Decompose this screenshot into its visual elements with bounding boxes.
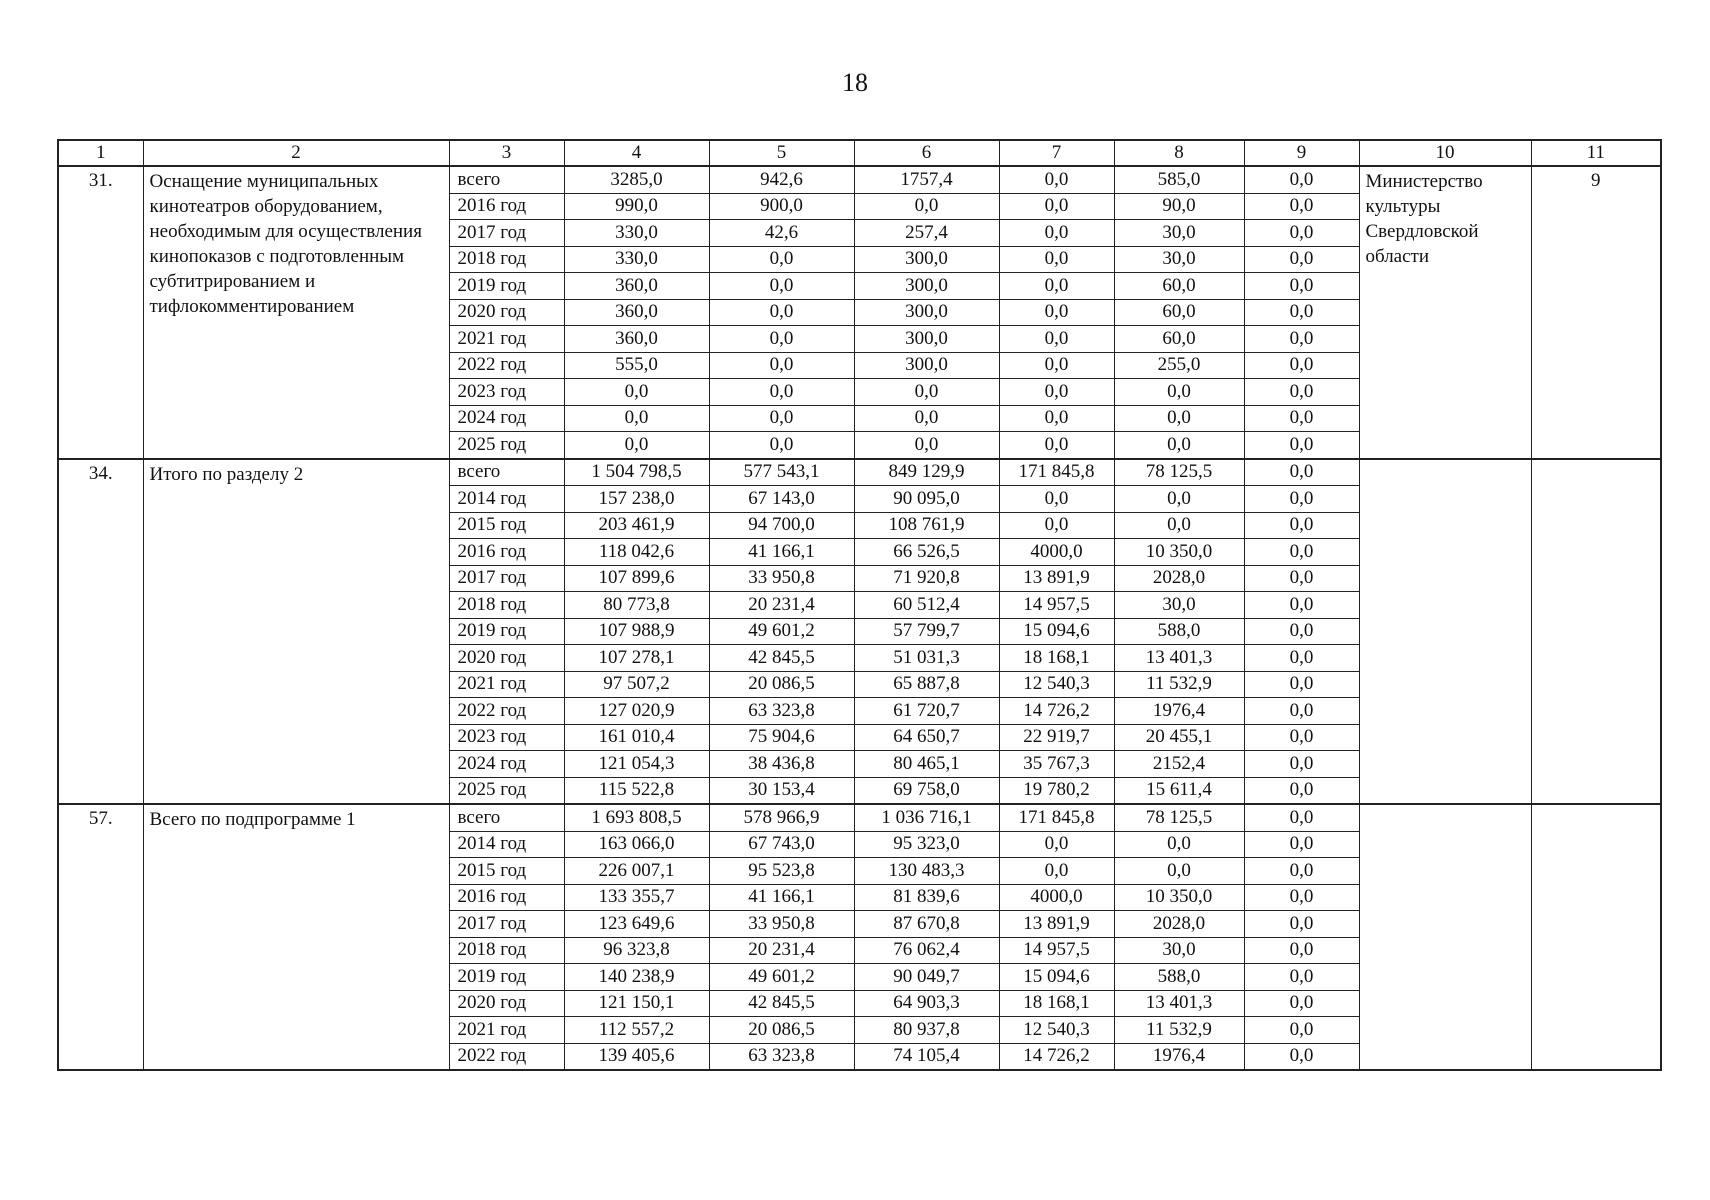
amount-cell: 0,0	[854, 405, 999, 432]
amount-cell: 0,0	[1114, 486, 1244, 513]
amount-cell: 42 845,5	[709, 645, 854, 672]
amount-cell: 0,0	[1244, 512, 1359, 539]
amount-cell: 42,6	[709, 220, 854, 247]
amount-cell: 94 700,0	[709, 512, 854, 539]
amount-cell: 41 166,1	[709, 539, 854, 566]
amount-cell: 0,0	[1244, 539, 1359, 566]
amount-cell: 95 323,0	[854, 831, 999, 858]
amount-cell: 900,0	[709, 193, 854, 220]
table-row	[58, 166, 1661, 193]
amount-cell: 1 504 798,5	[564, 459, 709, 486]
amount-cell: 33 950,8	[709, 565, 854, 592]
amount-cell: 2028,0	[1114, 911, 1244, 938]
amount-cell: 585,0	[1114, 166, 1244, 193]
amount-cell: 20 086,5	[709, 671, 854, 698]
amount-cell: 330,0	[564, 220, 709, 247]
header-cell: 10	[1359, 140, 1531, 166]
responsible-executor: Министерство культуры Свердловской области	[1359, 166, 1531, 459]
amount-cell: 300,0	[854, 326, 999, 353]
amount-cell: 96 323,8	[564, 937, 709, 964]
amount-cell: 0,0	[1114, 432, 1244, 459]
header-row	[58, 140, 1661, 166]
amount-cell: 15 094,6	[999, 618, 1114, 645]
amount-cell: 63 323,8	[709, 1043, 854, 1070]
amount-cell: 360,0	[564, 273, 709, 300]
amount-cell: 139 405,6	[564, 1043, 709, 1070]
amount-cell: 0,0	[999, 166, 1114, 193]
amount-cell: 81 839,6	[854, 884, 999, 911]
amount-cell: 0,0	[1114, 405, 1244, 432]
header-cell: 2	[143, 140, 449, 166]
header-cell: 6	[854, 140, 999, 166]
amount-cell: 0,0	[1244, 990, 1359, 1017]
amount-cell: 171 845,8	[999, 459, 1114, 486]
period-cell: 2022 год	[449, 698, 564, 725]
amount-cell: 75 904,6	[709, 724, 854, 751]
amount-cell: 90 095,0	[854, 486, 999, 513]
amount-cell: 0,0	[709, 405, 854, 432]
amount-cell: 0,0	[1244, 220, 1359, 247]
amount-cell: 20 455,1	[1114, 724, 1244, 751]
period-cell: 2018 год	[449, 246, 564, 273]
amount-cell: 30,0	[1114, 220, 1244, 247]
amount-cell: 360,0	[564, 326, 709, 353]
amount-cell: 0,0	[1244, 884, 1359, 911]
amount-cell: 0,0	[999, 326, 1114, 353]
amount-cell: 330,0	[564, 246, 709, 273]
period-cell: 2025 год	[449, 777, 564, 804]
amount-cell: 226 007,1	[564, 858, 709, 885]
amount-cell: 74 105,4	[854, 1043, 999, 1070]
amount-cell: 121 150,1	[564, 990, 709, 1017]
header-cell: 7	[999, 140, 1114, 166]
amount-cell: 0,0	[999, 220, 1114, 247]
amount-cell: 0,0	[1244, 937, 1359, 964]
amount-cell: 13 891,9	[999, 911, 1114, 938]
amount-cell: 0,0	[1244, 964, 1359, 991]
amount-cell: 69 758,0	[854, 777, 999, 804]
amount-cell: 0,0	[1244, 777, 1359, 804]
amount-cell: 90 049,7	[854, 964, 999, 991]
header-cell: 9	[1244, 140, 1359, 166]
amount-cell: 0,0	[999, 432, 1114, 459]
amount-cell: 0,0	[854, 193, 999, 220]
amount-cell: 22 919,7	[999, 724, 1114, 751]
amount-cell: 12 540,3	[999, 1017, 1114, 1044]
header-cell: 1	[58, 140, 143, 166]
amount-cell: 140 238,9	[564, 964, 709, 991]
amount-cell: 0,0	[999, 405, 1114, 432]
amount-cell: 0,0	[1244, 911, 1359, 938]
amount-cell: 38 436,8	[709, 751, 854, 778]
amount-cell: 80 773,8	[564, 592, 709, 619]
amount-cell: 60 512,4	[854, 592, 999, 619]
amount-cell: 1976,4	[1114, 698, 1244, 725]
amount-cell: 0,0	[999, 299, 1114, 326]
amount-cell: 95 523,8	[709, 858, 854, 885]
amount-cell: 123 649,6	[564, 911, 709, 938]
period-cell: 2025 год	[449, 432, 564, 459]
amount-cell: 130 483,3	[854, 858, 999, 885]
period-cell: 2020 год	[449, 299, 564, 326]
amount-cell: 942,6	[709, 166, 854, 193]
target-indicator-number	[1531, 804, 1661, 1070]
amount-cell: 0,0	[854, 432, 999, 459]
amount-cell: 203 461,9	[564, 512, 709, 539]
amount-cell: 2028,0	[1114, 565, 1244, 592]
row-number: 57.	[58, 804, 143, 1070]
amount-cell: 0,0	[999, 379, 1114, 406]
period-cell: 2017 год	[449, 911, 564, 938]
amount-cell: 588,0	[1114, 964, 1244, 991]
amount-cell: 0,0	[1244, 831, 1359, 858]
amount-cell: 71 920,8	[854, 565, 999, 592]
amount-cell: 0,0	[1114, 512, 1244, 539]
amount-cell: 0,0	[999, 858, 1114, 885]
period-cell: 2016 год	[449, 884, 564, 911]
amount-cell: 97 507,2	[564, 671, 709, 698]
amount-cell: 300,0	[854, 246, 999, 273]
amount-cell: 555,0	[564, 352, 709, 379]
amount-cell: 0,0	[709, 273, 854, 300]
amount-cell: 66 526,5	[854, 539, 999, 566]
amount-cell: 14 957,5	[999, 592, 1114, 619]
amount-cell: 0,0	[1244, 246, 1359, 273]
activity-name: Оснащение муниципальных кинотеатров оборудованием, необходимым для осуществления кинопоказов с подготовленным субтитрированием и тифлокомментированием	[143, 166, 449, 459]
amount-cell: 11 532,9	[1114, 1017, 1244, 1044]
amount-cell: 0,0	[1244, 299, 1359, 326]
amount-cell: 0,0	[999, 486, 1114, 513]
header-cell: 8	[1114, 140, 1244, 166]
amount-cell: 0,0	[709, 379, 854, 406]
amount-cell: 0,0	[709, 432, 854, 459]
amount-cell: 0,0	[1244, 1017, 1359, 1044]
amount-cell: 14 726,2	[999, 1043, 1114, 1070]
amount-cell: 255,0	[1114, 352, 1244, 379]
period-cell: 2016 год	[449, 193, 564, 220]
period-cell: всего	[449, 166, 564, 193]
amount-cell: 0,0	[1244, 273, 1359, 300]
amount-cell: 0,0	[999, 193, 1114, 220]
amount-cell: 163 066,0	[564, 831, 709, 858]
amount-cell: 0,0	[1114, 831, 1244, 858]
period-cell: 2023 год	[449, 379, 564, 406]
period-cell: 2019 год	[449, 618, 564, 645]
amount-cell: 20 231,4	[709, 937, 854, 964]
table-row	[58, 804, 1661, 831]
period-cell: 2014 год	[449, 486, 564, 513]
amount-cell: 64 650,7	[854, 724, 999, 751]
amount-cell: 0,0	[999, 246, 1114, 273]
period-cell: 2022 год	[449, 1043, 564, 1070]
amount-cell: 0,0	[564, 405, 709, 432]
amount-cell: 133 355,7	[564, 884, 709, 911]
amount-cell: 3285,0	[564, 166, 709, 193]
amount-cell: 115 522,8	[564, 777, 709, 804]
amount-cell: 300,0	[854, 299, 999, 326]
period-cell: 2022 год	[449, 352, 564, 379]
budget-table	[57, 139, 1662, 1071]
amount-cell: 13 891,9	[999, 565, 1114, 592]
amount-cell: 0,0	[1244, 1043, 1359, 1070]
period-cell: 2019 год	[449, 964, 564, 991]
amount-cell: 0,0	[1244, 592, 1359, 619]
amount-cell: 0,0	[1244, 671, 1359, 698]
amount-cell: 0,0	[709, 299, 854, 326]
amount-cell: 0,0	[1244, 432, 1359, 459]
amount-cell: 11 532,9	[1114, 671, 1244, 698]
amount-cell: 42 845,5	[709, 990, 854, 1017]
amount-cell: 0,0	[1244, 166, 1359, 193]
amount-cell: 80 465,1	[854, 751, 999, 778]
amount-cell: 107 899,6	[564, 565, 709, 592]
amount-cell: 13 401,3	[1114, 990, 1244, 1017]
amount-cell: 0,0	[1244, 724, 1359, 751]
amount-cell: 0,0	[709, 326, 854, 353]
amount-cell: 30 153,4	[709, 777, 854, 804]
period-cell: 2015 год	[449, 512, 564, 539]
period-cell: 2019 год	[449, 273, 564, 300]
amount-cell: 300,0	[854, 352, 999, 379]
period-cell: 2020 год	[449, 990, 564, 1017]
amount-cell: 49 601,2	[709, 618, 854, 645]
amount-cell: 0,0	[1244, 193, 1359, 220]
header-cell: 4	[564, 140, 709, 166]
amount-cell: 257,4	[854, 220, 999, 247]
amount-cell: 1757,4	[854, 166, 999, 193]
amount-cell: 112 557,2	[564, 1017, 709, 1044]
amount-cell: 20 231,4	[709, 592, 854, 619]
amount-cell: 107 278,1	[564, 645, 709, 672]
amount-cell: 10 350,0	[1114, 884, 1244, 911]
amount-cell: 121 054,3	[564, 751, 709, 778]
amount-cell: 578 966,9	[709, 804, 854, 831]
period-cell: всего	[449, 459, 564, 486]
amount-cell: 41 166,1	[709, 884, 854, 911]
period-cell: 2018 год	[449, 937, 564, 964]
amount-cell: 78 125,5	[1114, 804, 1244, 831]
amount-cell: 65 887,8	[854, 671, 999, 698]
period-cell: 2021 год	[449, 326, 564, 353]
amount-cell: 0,0	[1244, 645, 1359, 672]
amount-cell: 14 957,5	[999, 937, 1114, 964]
amount-cell: 0,0	[1244, 698, 1359, 725]
activity-name: Итого по разделу 2	[143, 459, 449, 805]
period-cell: 2018 год	[449, 592, 564, 619]
period-cell: 2024 год	[449, 405, 564, 432]
amount-cell: 18 168,1	[999, 645, 1114, 672]
amount-cell: 78 125,5	[1114, 459, 1244, 486]
amount-cell: 107 988,9	[564, 618, 709, 645]
amount-cell: 60,0	[1114, 326, 1244, 353]
amount-cell: 51 031,3	[854, 645, 999, 672]
amount-cell: 127 020,9	[564, 698, 709, 725]
period-cell: 2021 год	[449, 1017, 564, 1044]
amount-cell: 0,0	[1244, 565, 1359, 592]
amount-cell: 0,0	[1244, 751, 1359, 778]
amount-cell: 0,0	[709, 352, 854, 379]
amount-cell: 0,0	[1114, 379, 1244, 406]
period-cell: 2017 год	[449, 565, 564, 592]
amount-cell: 157 238,0	[564, 486, 709, 513]
amount-cell: 57 799,7	[854, 618, 999, 645]
amount-cell: 30,0	[1114, 592, 1244, 619]
amount-cell: 30,0	[1114, 937, 1244, 964]
amount-cell: 4000,0	[999, 884, 1114, 911]
amount-cell: 80 937,8	[854, 1017, 999, 1044]
amount-cell: 0,0	[854, 379, 999, 406]
amount-cell: 35 767,3	[999, 751, 1114, 778]
period-cell: 2017 год	[449, 220, 564, 247]
amount-cell: 20 086,5	[709, 1017, 854, 1044]
amount-cell: 2152,4	[1114, 751, 1244, 778]
amount-cell: 300,0	[854, 273, 999, 300]
period-cell: всего	[449, 804, 564, 831]
amount-cell: 15 094,6	[999, 964, 1114, 991]
amount-cell: 0,0	[1244, 858, 1359, 885]
amount-cell: 588,0	[1114, 618, 1244, 645]
amount-cell: 0,0	[1244, 326, 1359, 353]
period-cell: 2024 год	[449, 751, 564, 778]
amount-cell: 171 845,8	[999, 804, 1114, 831]
amount-cell: 577 543,1	[709, 459, 854, 486]
header-cell: 3	[449, 140, 564, 166]
amount-cell: 0,0	[1244, 486, 1359, 513]
amount-cell: 12 540,3	[999, 671, 1114, 698]
amount-cell: 4000,0	[999, 539, 1114, 566]
amount-cell: 90,0	[1114, 193, 1244, 220]
amount-cell: 76 062,4	[854, 937, 999, 964]
amount-cell: 33 950,8	[709, 911, 854, 938]
table-row	[58, 459, 1661, 486]
amount-cell: 18 168,1	[999, 990, 1114, 1017]
amount-cell: 0,0	[999, 512, 1114, 539]
amount-cell: 87 670,8	[854, 911, 999, 938]
amount-cell: 0,0	[564, 379, 709, 406]
header-cell: 5	[709, 140, 854, 166]
amount-cell: 15 611,4	[1114, 777, 1244, 804]
amount-cell: 990,0	[564, 193, 709, 220]
amount-cell: 1976,4	[1114, 1043, 1244, 1070]
period-cell: 2023 год	[449, 724, 564, 751]
header-cell: 11	[1531, 140, 1661, 166]
period-cell: 2016 год	[449, 539, 564, 566]
amount-cell: 108 761,9	[854, 512, 999, 539]
amount-cell: 19 780,2	[999, 777, 1114, 804]
amount-cell: 67 743,0	[709, 831, 854, 858]
page-number: 18	[842, 68, 868, 97]
amount-cell: 0,0	[1244, 379, 1359, 406]
amount-cell: 49 601,2	[709, 964, 854, 991]
amount-cell: 0,0	[999, 831, 1114, 858]
amount-cell: 0,0	[1244, 405, 1359, 432]
amount-cell: 0,0	[709, 246, 854, 273]
amount-cell: 10 350,0	[1114, 539, 1244, 566]
amount-cell: 63 323,8	[709, 698, 854, 725]
amount-cell: 849 129,9	[854, 459, 999, 486]
amount-cell: 14 726,2	[999, 698, 1114, 725]
target-indicator-number	[1531, 459, 1661, 805]
responsible-executor	[1359, 804, 1531, 1070]
amount-cell: 61 720,7	[854, 698, 999, 725]
amount-cell: 161 010,4	[564, 724, 709, 751]
amount-cell: 0,0	[1244, 459, 1359, 486]
period-cell: 2020 год	[449, 645, 564, 672]
amount-cell: 0,0	[1244, 618, 1359, 645]
row-number: 34.	[58, 459, 143, 805]
amount-cell: 118 042,6	[564, 539, 709, 566]
activity-name: Всего по подпрограмме 1	[143, 804, 449, 1070]
period-cell: 2021 год	[449, 671, 564, 698]
period-cell: 2015 год	[449, 858, 564, 885]
amount-cell: 360,0	[564, 299, 709, 326]
amount-cell: 64 903,3	[854, 990, 999, 1017]
amount-cell: 0,0	[564, 432, 709, 459]
amount-cell: 1 693 808,5	[564, 804, 709, 831]
amount-cell: 0,0	[999, 352, 1114, 379]
period-cell: 2014 год	[449, 831, 564, 858]
responsible-executor	[1359, 459, 1531, 805]
amount-cell: 67 143,0	[709, 486, 854, 513]
amount-cell: 13 401,3	[1114, 645, 1244, 672]
amount-cell: 0,0	[1244, 352, 1359, 379]
amount-cell: 60,0	[1114, 273, 1244, 300]
amount-cell: 0,0	[999, 273, 1114, 300]
amount-cell: 0,0	[1244, 804, 1359, 831]
amount-cell: 1 036 716,1	[854, 804, 999, 831]
target-indicator-number: 9	[1531, 166, 1661, 459]
amount-cell: 0,0	[1114, 858, 1244, 885]
amount-cell: 30,0	[1114, 246, 1244, 273]
amount-cell: 60,0	[1114, 299, 1244, 326]
row-number: 31.	[58, 166, 143, 459]
